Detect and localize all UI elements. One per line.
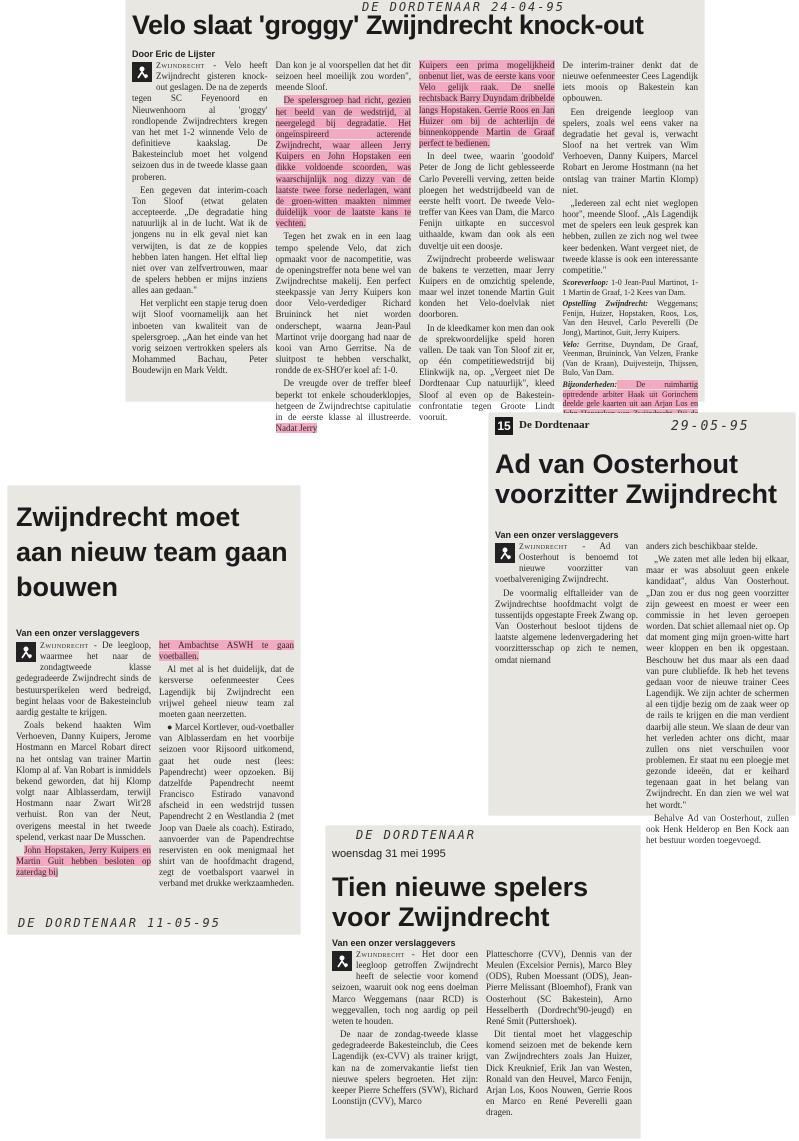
paragraph: Al met al is het duidelijk, dat de kersverse oefenmeester Cees Lagendijk bij Zwijndrecht een vrijwel geheel nieuw team zal moeten gaan neerzetten. <box>159 664 294 719</box>
page-number: 15 <box>495 417 513 435</box>
paragraph: De naar de zondag-tweede klasse gedegradeerde Bakesteinclub, die Cees Lagendijk (ex-CVV) als trainer krijgt, kan na de zomervakantie liefst tien nieuwe spelers begroeten. Het zijn: keeper Pierre Scheffers (SVW), Richard Loonstijn (CVV), Marco <box>332 1029 478 1107</box>
paragraph: Tegen het zwak en in een laag tempo spelende Velo, dat zich opmaakt voor de nacompetitie, was de openingstreffer nota bene wel van Zwijndrechtse makelij. Een perfect steekpassje van Jerry Kuipers kon door Velo-verdediger Richard Bruininck het niet worden onderschept, waarna Jean-Paul Martinot vrije doorgang had naar de kooi van Arno Gerritse. Na de sluitpost te hebben verschalkt, rondde de ex-SHO'er koel af: 1-0. <box>275 231 411 376</box>
headline-nieuw-team: Zwijndrecht moet aan nieuw team gaan bouwen <box>16 502 288 603</box>
dateline: Zwijndrecht <box>356 950 405 959</box>
byline: Door Eric de Lijster <box>132 49 216 59</box>
column-1 <box>332 949 478 1135</box>
article-body <box>16 640 294 912</box>
handwritten-source: DE DORDTENAAR 24-04-95 <box>362 0 565 14</box>
paragraph: Behalve Ad van Oosterhout, zullen ook Henk Helderop en Ben Kock aan het bestuur worden toegevoegd. <box>646 812 789 846</box>
club-logo-icon <box>495 543 515 563</box>
highlighted-text: Nadat Jerry <box>275 423 318 433</box>
paragraph: - De leegloop, waarmee het naar de zondagtweede klasse gedegradeerde Zwijndrecht sinds de bestuursperikelen werd bedreigd, begint helaas voor de Bakesteinclub aardig gestalte te krijgen. <box>16 640 151 717</box>
clipping-voorzitter <box>489 413 795 846</box>
handwritten-date: 29-05-95 <box>671 419 750 434</box>
paragraph: Dit tiental moet het vlaggeschip komend seizoen met de bekende kern van Zwijndrechters zoals Jan Huizer, Dick Kreuknief, Erik Jan van Westen, Ronald van den Heuvel, Marco Fenijn, Arjan Los, Koos Nouwen, Gerrie Roos en Marco en René Peverelli gaan dragen. <box>486 1029 632 1118</box>
paragraph: Een dreigende leegloop van spelers, zoals wel eens vaker na degradatie het geval is, verwacht Sloof na het vertrek van Wim Verhoeven, Danny Kuipers, Marcel Robart en Jerome Hostmann (na het ontslag van trainer Martin Klomp) niet. <box>562 106 698 195</box>
opstelling-zwijndrecht: Opstelling Zwijndrecht: Weggemans; Fenijn, Huizer, Hopstaken, Roos, Los, Van den Heuvel, Carlo Peverelli (De Jong), Martinot, Guit, Jerry Kuipers. <box>562 299 698 337</box>
paragraph: - Velo heeft Zwijndrecht gisteren knock-out geslagen. De na de zeperds tegen SC Feyenoord en Nieuwenhoorn al 'groggy' rondlopende Zwijndrechters kregen van het met 1-2 winnende Velo de definitieve kaakslag. De Bakesteinclub moet het volgend seizoen dus in de tweede klasse gaan proberen. <box>132 60 268 182</box>
paragraph: anders zich beschikbaar stelde. <box>646 541 758 551</box>
column-1 <box>16 640 151 912</box>
headline-velo: Velo slaat 'groggy' Zwijndrecht knock-out <box>132 10 644 40</box>
dateline: Zwijndrecht <box>519 542 568 551</box>
paragraph: De voormalig elftalleider van de Zwijndrechtse hoofdmacht volgt de tussentijds opgestapte Freek Zwang op. Van Oosterhout besloot tijdens de laatste algemene ledenvergadering het voorzittersschap op zich te nemen, omdat niemand <box>495 587 638 665</box>
column-2 <box>486 949 632 1135</box>
highlighted-text: Kuipers een prima mogelijkheid onbenut liet, was de eerste kans voor Velo gelijk raak. De snelle rechtsback Barry Duyndam dribbelde langs Hopstaken. Gerrie Roos en Jan Huizer om bij de achterlijn de binnenkoppende Martin de Graaf perfect te bedienen. <box>419 60 555 149</box>
club-logo-icon <box>332 951 352 971</box>
paragraph: In deel twee, waarin 'goodold' Peter de Jong de licht geblesseerde Carlo Peverelli verving, zetten beide ploegen het wedstrijdbeeld van de eerste helft voort. De tweede Velo-treffer van Kees van Dam, die Marco Fenijn uitkapte en succesvol uithaalde, kwam dan ook als een duveltje uit een doosje. <box>419 151 555 251</box>
bijzonderheden: Bijzonderheden: De ruimhartig optredende arbiter Haak uit Gorinchem deelde gele kaarten uit aan Arjan Los en <box>563 380 699 447</box>
clipping-tien-spelers <box>326 826 640 1138</box>
club-logo-icon <box>132 62 152 82</box>
paragraph: De interim-trainer denkt dat de nieuwe oefenmeester Cees Lagendijk iets moois op Bakestein kan opbouwen. <box>562 60 698 104</box>
column-4 <box>562 60 699 409</box>
column-2 <box>159 640 294 912</box>
byline: Van een onzer verslaggevers <box>495 530 619 540</box>
article-body <box>495 541 789 846</box>
issue-date: woensdag 31 mei 1995 <box>332 848 446 860</box>
article-body <box>332 949 632 1135</box>
highlighted-text: John Hopstaken, Jerry Kuipers en Martin Guit hebben besloten op zaterdag bij <box>16 844 151 878</box>
paragraph: Het verplicht een stapje terug doen wijt Sloof voornamelijk aan het inboeten van kwaliteit van de spelersgroep. „Aan het einde van het vorig seizoen vertrokken spelers als Mohammed Bachau, Peter Boudewijn en Mark Veldt. <box>132 298 268 376</box>
paragraph: „We zaten met alle leden bij elkaar, maar er was absoluut geen enkele kandidaat", aldus Van Oosterhout. „Dan zou er dus nog geen voorzitter zijn geweest en moest er weer een commissie in het leven geroepen worden. Dat schiet allemaal niet op. Op dat moment ging mijn groen-witte hart weer kloppen en ben ik opgestaan. Beschouw het dus maar als een daad van pure clubliefde. Ik heb het tevens gedaan voor de nieuwe trainer Cees Lagendijk. We zijn achter de schermen al een tijdje bezig om de zaak weer op de rails te krijgen en die man verdient daarbij alle steun. We slaan de deur van het verleden achter ons dicht, maar zullen ons niet verschuilen voor problemen. Er staat nu een ploegje met gezonde ideeën, dat er keihard tegenaan gaat in het belang van Zwijndrecht. En dan zien we wel wat het wordt." <box>646 554 789 810</box>
handwritten-source: DE DORDTENAAR <box>356 828 476 842</box>
paragraph: Dan kon je al voorspellen dat het dit seizoen heel moeilijk zou worden", meende Sloof. <box>275 60 411 93</box>
paragraph: In de kleedkamer kon men dan ook de sprekwoordelijke speld horen vallen. De taak van Ton Sloof zit er, op één competitiewedstrijd bij Elinkwijk na, op. „Vergeet niet De Dordtenaar Cup natuurlijk", kleed Sloof al even op de Bakestein-confrontatie tegen Groote Lindt vooruit. <box>419 322 555 422</box>
paragraph: Zoals bekend haakten Wim Verhoeven, Danny Kuipers, Jerome Hostmann en Marcel Robart direct na het ontslag van trainer Martin Klomp al af. Van Robart is inmiddels bekend geworden, dat hij Klomp volgt naar Alblasserdam, terwijl Hostmann naar Zwart Wit'28 verhuist. Ron van der Neut, overigens meestal in het tweede spelend, verkast naar De Musschen. <box>16 720 151 842</box>
column-1 <box>495 541 638 811</box>
dateline: Zwijndrecht <box>156 61 205 70</box>
paragraph: „Iedereen zal echt niet weglopen hoor", meende Sloof. „Als Lagendijk met de spelers een leuk gesprek kan hebben, zullen ze zich nog wel twee keer bedenken. Want vergeet niet, de tweede klasse is ook een interessante competitie." <box>562 197 698 275</box>
paragraph: Een gegeven dat interim-coach Ton Sloof (etwat gelaten accepteerde. „De degradatie hing natuurlijk al in de lucht. Wat ik de jongens nu in elk geval niet kan verwijten, is dat ze de koppies hebben laten hangen. Het elftal liep niet over van zelfvertrouwen, maar de spelers hebben er mijns inziens alles aan gedaan." <box>132 184 268 296</box>
handwritten-source: DE DORDTENAAR 11-05-95 <box>18 916 221 930</box>
headline-voorzitter: Ad van Oosterhout voorzitter Zwijndrecht <box>495 449 778 510</box>
column-1 <box>132 60 268 398</box>
paragraph: De vreugde over de treffer bleef beperkt tot enkele schouderklopjes, hetgeen de Zwijndrechtse capitulatie in de eerste klasse al illustreerde. <box>275 378 411 422</box>
opstelling-velo: Velo: Gerritse, Duyndam, De Graaf, Veenman, Bruininck, Van Velzen, Franke (Van de Kraan), Duijvesteijn, Thijssen, Bulo, Van Dam. <box>562 339 698 378</box>
clipping-nieuw-team <box>8 486 300 934</box>
byline: Van een onzer verslaggevers <box>332 938 456 948</box>
club-logo-icon <box>16 642 36 662</box>
paragraph: Platteschorre (CVV), Dennis van der Meulen (Excelsior Pernis), Marco Bley (ODS), Ruben Moessant (ODS), Jean-Pierre Melissant (Bloemhof), Frank van Oosterhout (SC Bakestein), Arno Hesselberth (Dordrecht'90-jeugd) en René Smit (Puttershoek). <box>486 949 632 1026</box>
paragraph: ● Marcel Kortlever, oud-voetballer van Alblasserdam en het voorbije seizoen voor Rijsoord uitkomend, gaat het oude nest (lees: Papendrecht) weer opzoeken. Bij datzelfde Papendrecht neemt Francisco Estirado vanavond afscheid in een wedstrijd tussen Papendrecht 2 en Westlandia 2 (met Joop van Daele als coach). Estirado, aanvoerder van de Papendrechtse reservisten en ook menigmaal het shirt van de hoofdmacht dragend, zegt de voetbalsport vaarwel in verband met drukke werkzaamheden. <box>159 722 294 889</box>
dateline: Zwijndrecht <box>40 641 89 650</box>
byline: Van een onzer verslaggevers <box>16 628 140 638</box>
newspaper-name: De Dordtenaar <box>519 419 590 431</box>
headline-tien-spelers: Tien nieuwe spelers voor Zwijndrecht <box>332 872 589 933</box>
paragraph: - Ad van Oosterhout is benoemd tot nieuwe voorzitter van voetbalvereniging Zwijndrecht. <box>495 541 638 585</box>
paragraph: Zwijndrecht probeerde weliswaar de bakens te verzetten, maar Jerry Kuipers en de omzichtig spelende, maar wel inzet tonende Martin Guit konden het Velo-doelvlak niet doorboren. <box>419 253 555 320</box>
highlighted-text: het Ambachtse ASWH te gaan voetballen. <box>159 640 294 662</box>
paragraph: - Het door een leegloop getroffen Zwijndrecht heeft de selectie voor komend seizoen, waaruit ook nog eens doelman Marco Weggemans (naar RCD) is weggevallen, toch nog aardig op peil weten te houden. <box>332 949 478 1026</box>
column-3 <box>419 60 555 422</box>
column-2 <box>275 60 412 433</box>
scoreverloop: Scoreverloop: 1-0 Jean-Paul Martinot, 1-1 Martin de Graaf, 1-2 Kees van Dam. <box>562 277 698 297</box>
column-2 <box>646 541 789 846</box>
highlighted-text: De spelersgroep had richt, gezien het beeld van de wedstrijd, al neergelegd bij degradatie. Het ongeïnspireerd acterende Zwijndrecht, waar alleen Jerry Kuipers en John Hopstaken een dikke voldoende scoorden, was waarschijnlijk nog dizzy van de laatste twee forse nederlagen, want de groen-witten maakten nimmer duidelijk voor de laatste kans te vechten. <box>275 95 411 229</box>
